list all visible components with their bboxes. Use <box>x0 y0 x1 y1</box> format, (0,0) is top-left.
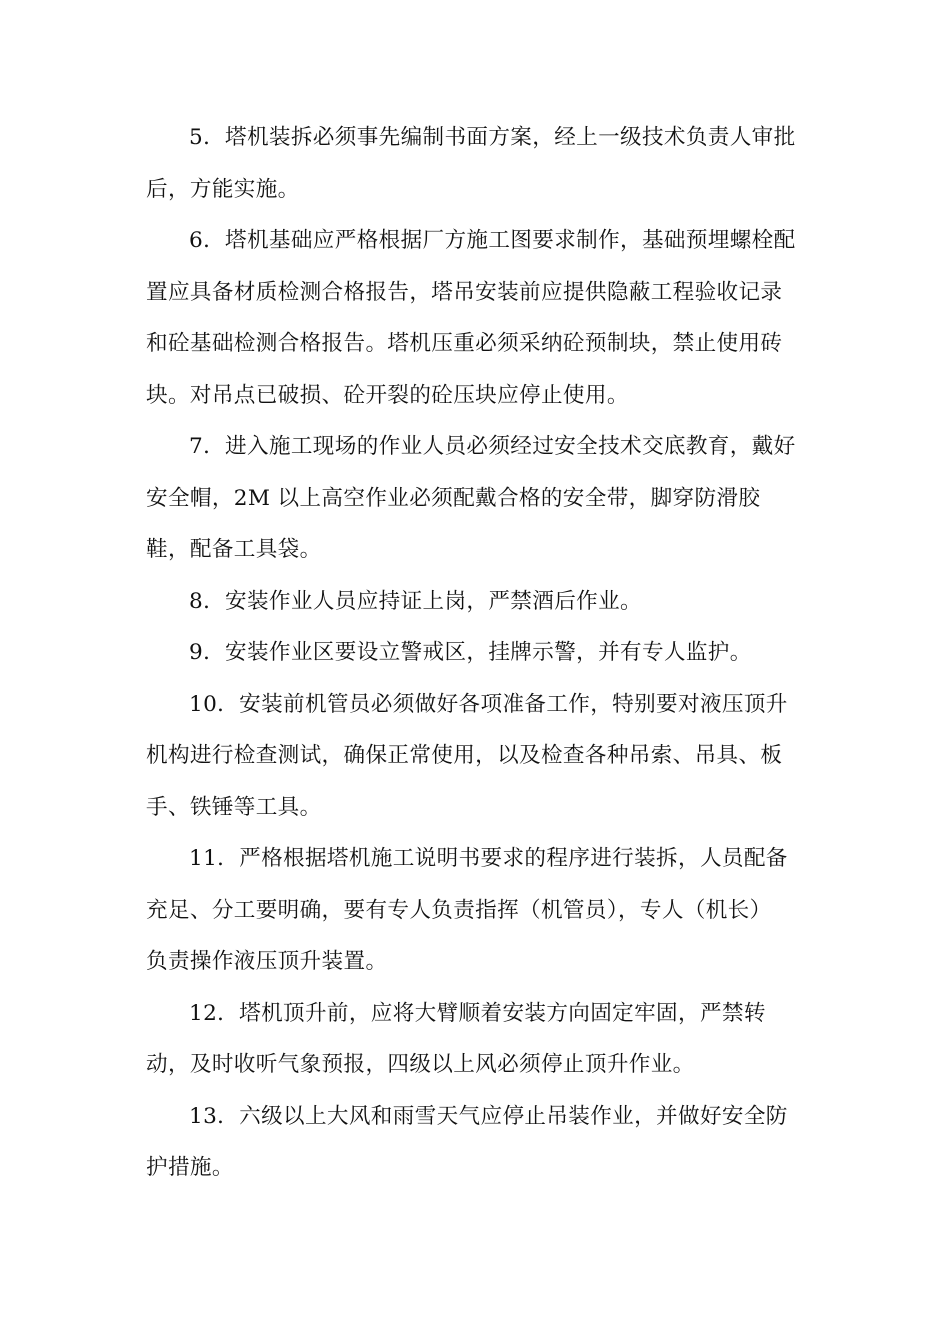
text-line: 8．安装作业人员应持证上岗，严禁酒后作业。 <box>189 588 642 614</box>
text-line: 9．安装作业区要设立警戒区，挂牌示警，并有专人监护。 <box>189 640 752 665</box>
text-line: 块。对吊点已破损、砼开裂的砼压块应停止使用。 <box>146 382 629 408</box>
text-line: 置应具备材质检测合格报告，塔吊安装前应提供隐蔽工程验收记录 <box>146 279 783 305</box>
text-line: 机构进行检查测试，确保正常使用，以及检查各种吊索、吊具、板 <box>146 743 783 768</box>
text-line: 10．安装前机管员必须做好各项准备工作，特别要对液压顶升 <box>189 691 788 717</box>
paragraph-item-7 <box>146 421 806 576</box>
text-line: 负责操作液压顶升装置。 <box>146 949 388 974</box>
paragraph-item-9 <box>146 627 806 679</box>
text-line: 鞋，配备工具袋。 <box>146 537 322 562</box>
text-line: 12．塔机顶升前，应将大臂顺着安装方向固定牢固，严禁转 <box>189 1000 766 1026</box>
document-body <box>146 112 806 1194</box>
text-line: 7．进入施工现场的作业人员必须经过安全技术交底教育，戴好 <box>189 434 796 459</box>
text-line: 13．六级以上大风和雨雪天气应停止吊装作业，并做好安全防 <box>189 1103 788 1129</box>
text-line: 5．塔机装拆必须事先编制书面方案，经上一级技术负责人审批 <box>189 125 796 150</box>
paragraph-item-12 <box>146 988 806 1091</box>
paragraph-item-10 <box>146 679 806 834</box>
text-line: 6．塔机基础应严格根据厂方施工图要求制作，基础预埋螺栓配 <box>189 228 796 253</box>
text-line: 护措施。 <box>146 1155 234 1180</box>
paragraph-item-5 <box>146 112 806 215</box>
paragraph-item-8 <box>146 576 806 628</box>
paragraph-item-11 <box>146 833 806 988</box>
text-line: 后，方能实施。 <box>146 176 300 202</box>
paragraph-item-6 <box>146 215 806 421</box>
text-line: 充足、分工要明确，要有专人负责指挥（机管员），专人（机长） <box>146 897 772 923</box>
text-line: 手、铁锤等工具。 <box>146 794 322 820</box>
paragraph-item-13 <box>146 1091 806 1194</box>
text-line: 和砼基础检测合格报告。塔机压重必须采纳砼预制块，禁止使用砖 <box>146 331 783 356</box>
text-line: 安全帽，2M 以上高空作业必须配戴合格的安全带，脚穿防滑胶 <box>146 485 761 511</box>
text-line: 动，及时收听气象预报，四级以上风必须停止顶升作业。 <box>146 1052 695 1077</box>
text-line: 11．严格根据塔机施工说明书要求的程序进行装拆，人员配备 <box>189 846 788 871</box>
